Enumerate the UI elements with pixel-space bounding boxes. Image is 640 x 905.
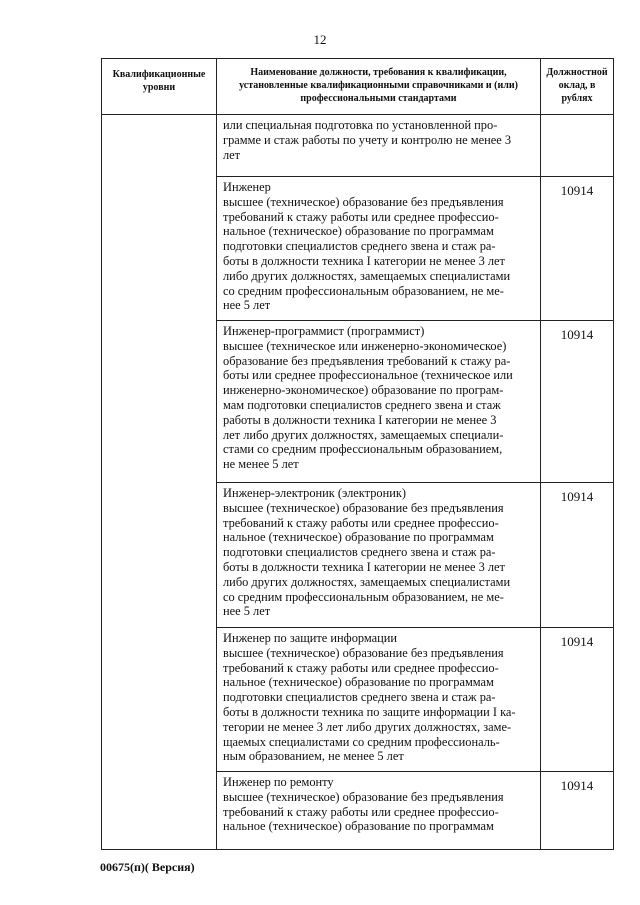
header-qualification-levels-text: Квалификационные уровни — [112, 69, 206, 93]
salary-cell — [541, 115, 614, 177]
header-position-requirements — [217, 59, 541, 115]
salary-cell: 10914 — [541, 772, 614, 850]
position-requirements: высшее (техническое) образование без предъявления требований к стажу работы или среднее профессио- нальное (техническое) образование по программам подготовки специалистов среднего звена и стаж ра- боты в должности техника I категории не менее 3 лет либо других должностях, замещаемых специалистами со средним профессиональным образованием, не ме- нее 5 лет — [223, 500, 511, 619]
requirement-cell — [217, 772, 541, 850]
table-row — [102, 115, 614, 177]
qualification-table — [101, 58, 614, 850]
position-requirements: высшее (техническое или инженерно-экономическое) образование без предъявления требований к стажу ра- боты или среднее профессиональное (техническое или инженерно-экономическое) образование по програм- мам подготовки специалистов среднего звена и стаж работы в должности техника I категории не менее 3 лет либо других должностях, замещаемых специали- стами со средним профессиональным образованием, не менее 5 лет — [223, 338, 513, 472]
position-title: Инженер-электроник (электроник) — [223, 486, 407, 500]
position-requirements: или специальная подготовка по установленной про- грамме и стаж работы по учету и контролю не менее 3 лет — [223, 118, 512, 162]
header-salary — [541, 59, 614, 115]
requirement-cell — [217, 483, 541, 628]
header-qualification-levels — [102, 59, 217, 115]
header-salary-text: Должностной оклад, в рублях — [546, 67, 608, 104]
position-requirements: высшее (техническое) образование без предъявления требований к стажу работы или среднее профессио- нальное (техническое) образование по программам — [223, 789, 504, 834]
table-body — [102, 115, 614, 850]
document-footer-code: 00675(п)( Версия) — [100, 860, 195, 874]
requirement-cell — [217, 321, 541, 483]
requirement-cell — [217, 177, 541, 321]
position-requirements: высшее (техническое) образование без предъявления требований к стажу работы или среднее профессио- нальное (техническое) образование по программам подготовки специалистов среднего звена и стаж ра- боты в должности техника по защите информации I ка- тегории не менее 3 лет либо других должностях, заме- щаемых специалистами со средним профессиональ- ным образованием, не менее 5 лет — [223, 645, 516, 764]
salary-cell: 10914 — [541, 177, 614, 321]
qualification-level-cell — [102, 115, 217, 850]
position-title: Инженер-программист (программист) — [223, 324, 425, 338]
salary-cell: 10914 — [541, 628, 614, 772]
position-requirements: высшее (техническое) образование без предъявления требований к стажу работы или среднее профессио- нальное (техническое) образование по программам подготовки специалистов среднего звена и стаж ра- боты в должности техника I категории не менее 3 лет либо других должностях, замещаемых специалистами со средним профессиональным образованием, не ме- нее 5 лет — [223, 194, 511, 313]
requirement-cell — [217, 115, 541, 177]
position-title: Инженер по ремонту — [223, 775, 334, 789]
table-header — [102, 59, 614, 115]
header-row — [102, 59, 614, 115]
requirement-cell — [217, 628, 541, 772]
salary-cell: 10914 — [541, 321, 614, 483]
salary-cell: 10914 — [541, 483, 614, 628]
position-title: Инженер — [223, 180, 271, 194]
position-title: Инженер по защите информации — [223, 631, 398, 645]
header-position-requirements-text: Наименование должности, требования к квалификации, установленные квалификационными справочниками и (или) профессиональными стандартами — [239, 67, 518, 104]
page-number: 12 — [313, 32, 327, 47]
